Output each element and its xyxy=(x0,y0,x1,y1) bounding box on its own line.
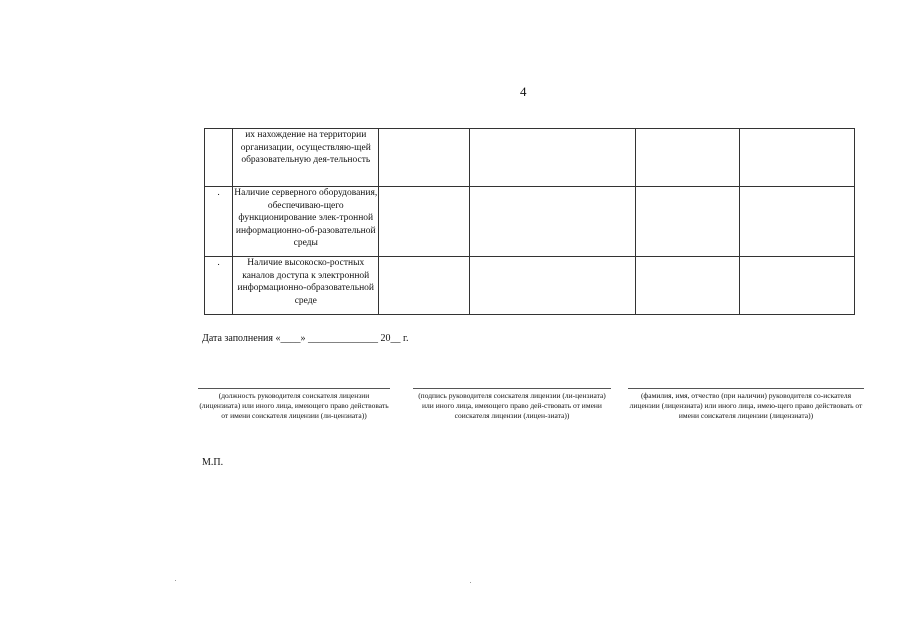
table-cell xyxy=(379,257,470,315)
table-row xyxy=(205,257,855,315)
table-cell xyxy=(636,187,740,257)
row-marker xyxy=(205,129,233,187)
page-number: 4 xyxy=(520,84,527,99)
fill-date-line: Дата заполнения «____» ______________ 20__ г. xyxy=(202,333,409,344)
row-marker: . xyxy=(205,257,233,315)
row-marker: . xyxy=(205,187,233,257)
table-row xyxy=(205,129,855,187)
table-cell xyxy=(740,187,855,257)
table-cell xyxy=(740,257,855,315)
signature-position-caption: (должность руководителя соискателя лицензии (лицензиата) или иного лица, имеющего право действовать от имени соискателя лицензии (ли-цензиата)) xyxy=(198,388,390,421)
table-cell xyxy=(379,187,470,257)
row-description: их нахождение на территории организации, осуществляю-щей образовательную дея-тельность xyxy=(233,129,379,187)
signature-caption: (подпись руководителя соискателя лицензии (ли-цензиата) или иного лица, имеющего право дей-ствовать от имени соискателя лицензии (лицен-зиата)) xyxy=(413,388,611,421)
license-table xyxy=(204,128,855,315)
table-cell xyxy=(636,129,740,187)
scan-speck xyxy=(175,580,176,581)
signature-name-caption: (фамилия, имя, отчество (при наличии) руководителя со-искателя лицензии (лицензиата) или иного лица, имею-щего право действовать от имени соискателя лицензии (лицензиата)) xyxy=(628,388,864,421)
table-cell xyxy=(470,187,636,257)
table-cell xyxy=(636,257,740,315)
row-description: Наличие серверного оборудования, обеспечиваю-щего функционирование элек-тронной информационно-об-разовательной среды xyxy=(233,187,379,257)
table-row xyxy=(205,187,855,257)
table-cell xyxy=(470,129,636,187)
stamp-placeholder: М.П. xyxy=(202,457,224,468)
scan-speck xyxy=(470,582,471,583)
table-cell xyxy=(470,257,636,315)
table-cell xyxy=(740,129,855,187)
table-cell xyxy=(379,129,470,187)
row-description: Наличие высокоско-ростных каналов доступа к электронной информационно-образовательной среде xyxy=(233,257,379,315)
